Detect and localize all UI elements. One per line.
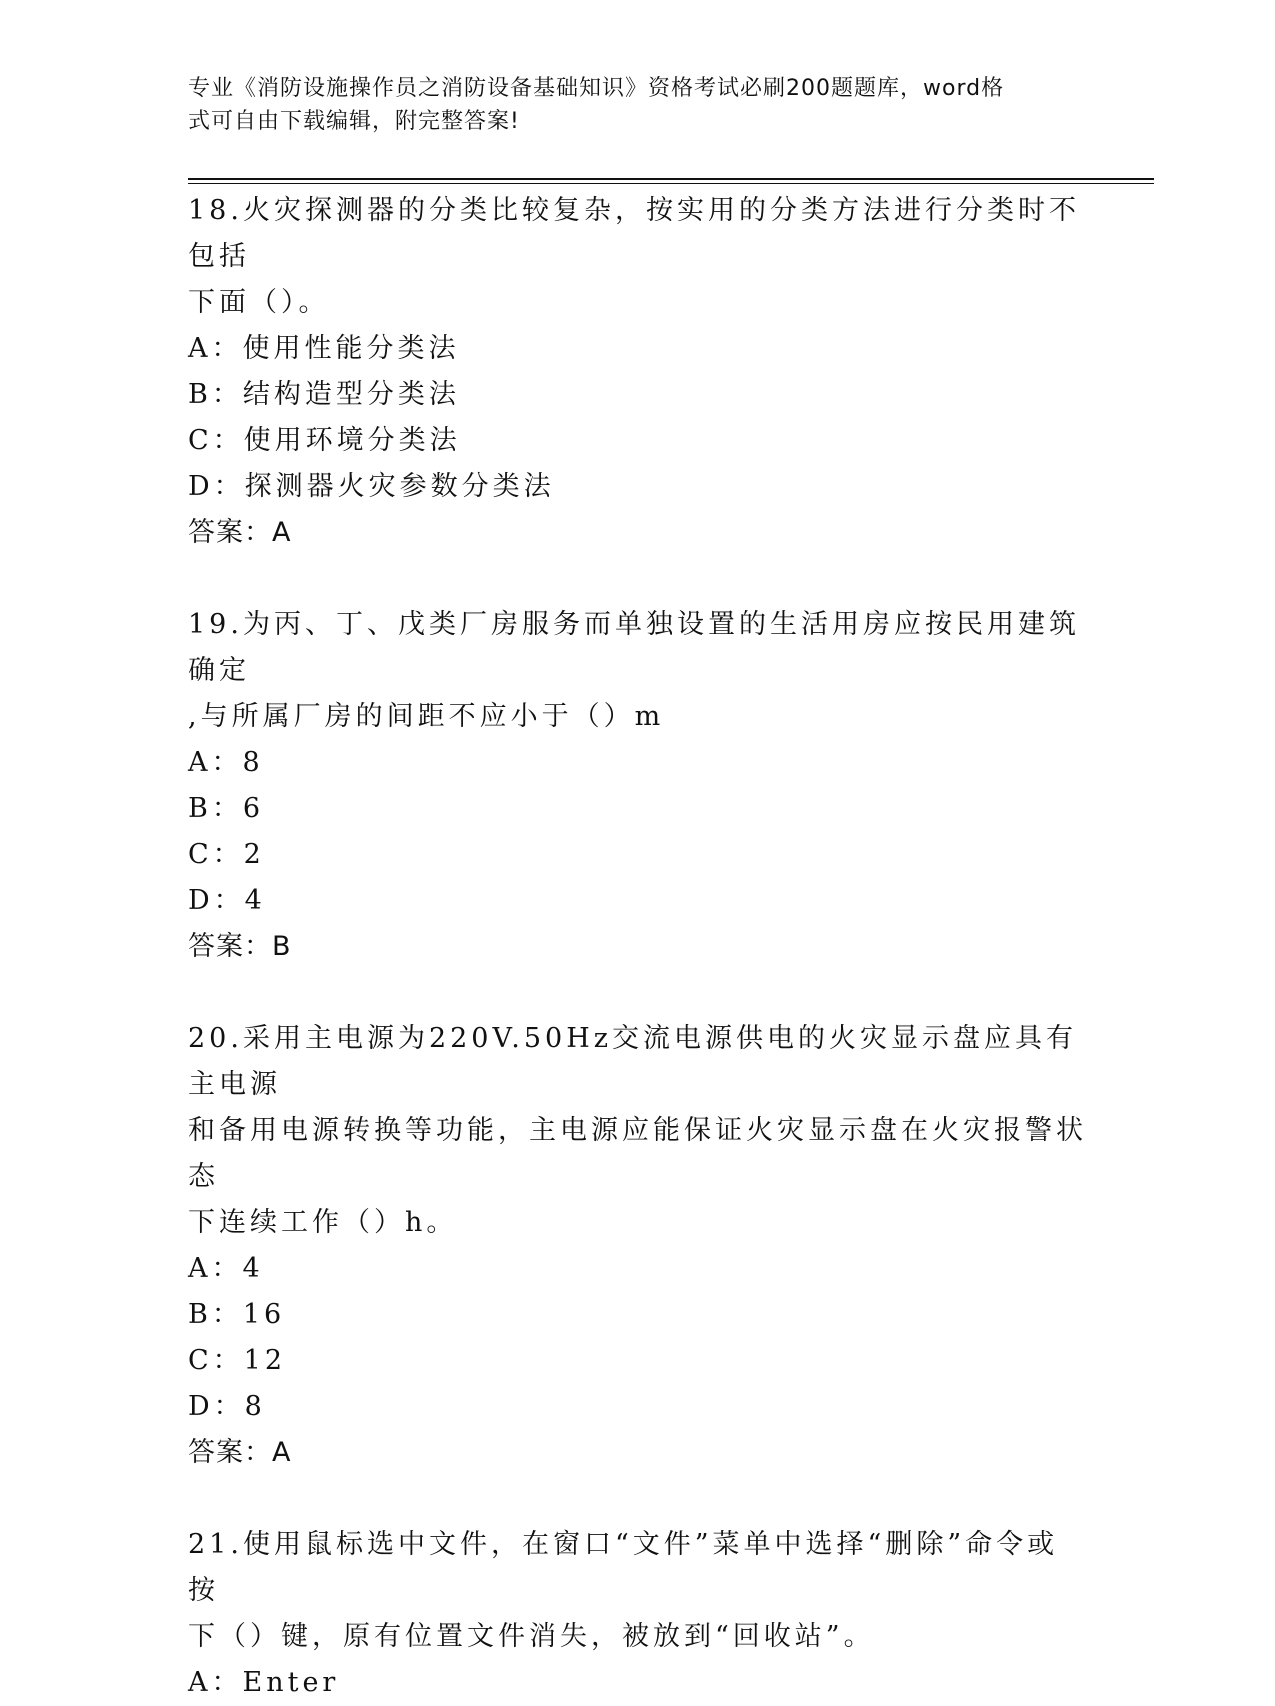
question-spacer	[188, 970, 1088, 1016]
option-c: C：使用环境分类法	[188, 425, 461, 456]
question-stem-line: 下（）键，原有位置文件消失，被放到“回收站”。	[188, 1621, 875, 1652]
option-c: C：2	[188, 839, 265, 870]
question-18	[188, 188, 1088, 602]
option-d: D：8	[188, 1391, 266, 1422]
header-divider-thin	[188, 183, 1154, 184]
option-a: A：使用性能分类法	[188, 333, 460, 364]
answer-label: 答案：A	[188, 517, 292, 548]
question-21	[188, 1522, 1088, 1706]
answer-label: 答案：B	[188, 931, 292, 962]
option-b: B：16	[188, 1299, 286, 1330]
option-a: A：8	[188, 747, 264, 778]
question-stem-line: 21.使用鼠标选中文件，在窗口“文件”菜单中选择“删除”命令或按	[188, 1529, 1059, 1606]
question-stem-line: ,与所属厂房的间距不应小于（）m	[188, 701, 665, 732]
question-list	[188, 188, 1088, 1706]
option-b: B：结构造型分类法	[188, 379, 460, 410]
question-spacer	[188, 556, 1088, 602]
question-stem-line: 下连续工作（）h。	[188, 1207, 458, 1238]
option-d: D：4	[188, 885, 266, 916]
question-stem-line: 20.采用主电源为220V.50Hz交流电源供电的火灾显示盘应具有主电源	[188, 1023, 1077, 1100]
header-divider-thick	[188, 178, 1154, 180]
option-c: C：12	[188, 1345, 287, 1376]
option-a: A：4	[188, 1253, 264, 1284]
question-spacer	[188, 1476, 1088, 1522]
header-line-2: 式可自由下载编辑，附完整答案!	[188, 109, 520, 134]
header-line-1: 专业《消防设施操作员之消防设备基础知识》资格考试必刷200题题库，word格	[188, 76, 1005, 101]
option-d: D：探测器火灾参数分类法	[188, 471, 555, 502]
answer-label: 答案：A	[188, 1437, 292, 1468]
question-stem-line: 下面（）。	[188, 287, 330, 318]
option-a: A：Enter	[188, 1667, 340, 1698]
question-stem-line: 18.火灾探测器的分类比较复杂，按实用的分类方法进行分类时不包括	[188, 195, 1080, 272]
question-stem-line: 和备用电源转换等功能，主电源应能保证火灾显示盘在火灾报警状态	[188, 1115, 1087, 1192]
option-b: B：6	[188, 793, 265, 824]
question-19	[188, 602, 1088, 1016]
question-20	[188, 1016, 1088, 1522]
document-header	[188, 72, 1068, 138]
question-stem-line: 19.为丙、丁、戊类厂房服务而单独设置的生活用房应按民用建筑确定	[188, 609, 1080, 686]
